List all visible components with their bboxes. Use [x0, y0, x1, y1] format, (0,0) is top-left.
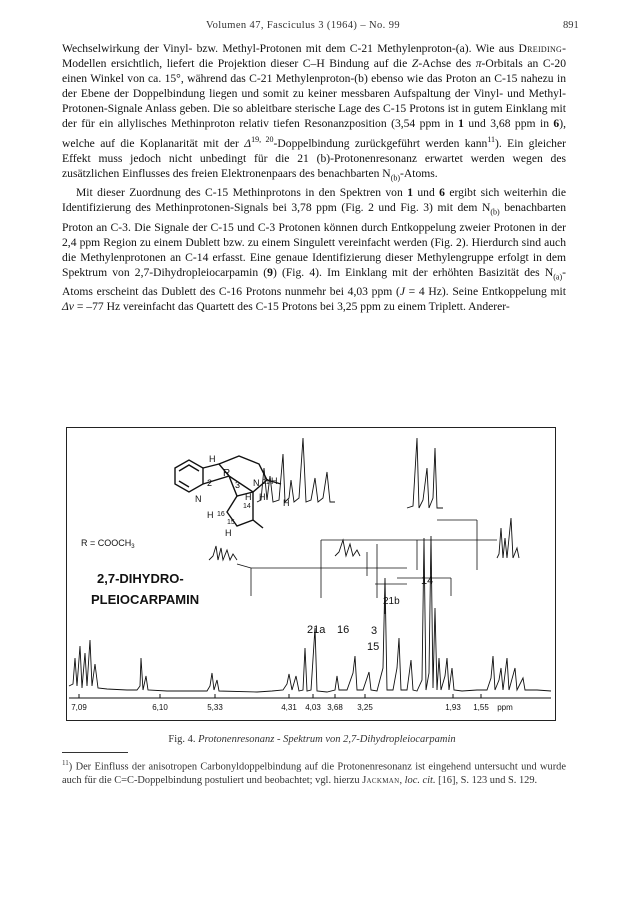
peak-labels — [307, 575, 433, 653]
inset-trace-center — [335, 540, 360, 556]
connector — [237, 564, 251, 568]
atom-number: 14 — [243, 503, 251, 510]
text-run: Mit dieser Zuordnung des C-15 Methinprotons in den Spektren von — [76, 186, 408, 200]
atom-number: 3 — [235, 480, 241, 490]
author-dreiding: Dreiding — [518, 42, 563, 55]
inset-trace-topright — [407, 438, 443, 508]
peak-label-15: 15 — [367, 641, 380, 653]
inset-trace-right — [497, 518, 519, 558]
atom-label: H — [259, 492, 266, 502]
compound-ref: 6 — [553, 117, 560, 131]
connector-lines — [237, 520, 497, 614]
text-run: ). Ein gleicher Effekt muss jedoch nicht unbedingt für die 21 (b)-Protonenresonanz erwartet werden wegen des zusätzlichen Einflusses des freien Elektronenpaars des benachbarten N — [62, 136, 566, 180]
text-run: benachbarten Proton an C-3. Die Signale der C-15 und C-3 Protonen können durch Entkoppelung zweier Protonen in der 2,4 ppm Region zu einem Dublett bzw. zu einem Singulett vereinfacht werden (Fig. 2). Hierdurch sind auch die Methylenprotonen an C-14 erfasst. Eine genaue Identifizierung dieser Methylengruppe erfolgt in dem Spektrum von 2,7-Dihydropleiocarpamin ( — [62, 201, 566, 279]
atom-number: 16 — [217, 511, 225, 518]
inset-trace-mid — [209, 546, 237, 560]
atom-label: H — [207, 510, 214, 520]
running-header — [0, 20, 624, 36]
compound-ref: 9 — [267, 265, 273, 279]
tick-label: 3,25 — [357, 703, 373, 712]
peak-label-21a: 21a — [307, 624, 326, 636]
superscript: 19, 20 — [251, 134, 274, 144]
ethylidene — [253, 520, 263, 528]
subscript: (a) — [553, 272, 563, 282]
text-run: π — [475, 57, 482, 71]
atom-label: N — [195, 494, 202, 504]
figure-caption — [0, 734, 624, 745]
atom-label: H — [209, 454, 216, 464]
atom-number: 15 — [227, 519, 235, 526]
inset-trace-top — [257, 438, 335, 502]
text-run: -Orbitals an C-20 einen Winkel von ca. 15°, während das C-21 Methylenproton-(b) ebenso wie das Proton an C-15 nahezu in der Ebene der Doppelbindung liegen und somit zu keiner messbaren Aufspaltung der Vinyl- und Methyl-Protonen-Signale Anlass geben. Die so ableitbare sterische Lage des C-15 Protons ist in gutem Einklang mit der für ein allylisches Methinproton relativ tiefen Resonanzposition (3,54 ppm in — [62, 57, 567, 131]
page-number: 891 — [563, 20, 579, 31]
text-run: J — [399, 285, 405, 299]
nmr-spectrum-svg — [67, 428, 555, 720]
atom-label: H — [225, 528, 232, 538]
footnote-ref: 11 — [487, 134, 496, 144]
atom-number: 21 — [262, 479, 270, 486]
tick-label: 7,09 — [71, 703, 87, 712]
peak-label-14: 14 — [421, 575, 434, 587]
tick-label: 4,31 — [281, 703, 297, 712]
nmr-spectrum-figure — [66, 427, 556, 721]
atom-label: R — [223, 468, 231, 479]
r-group-label: R = COOCH — [81, 538, 132, 548]
atom-label: H — [245, 492, 252, 502]
compound-name-line2: PLEIOCARPAMIN — [91, 592, 200, 607]
text-run: = –77 Hz vereinfacht das Quartett des C-15 Protons bei 3,25 ppm zu einem Triplett. Anderer- — [73, 300, 510, 314]
compound-name-line1: 2,7-DIHYDRO- — [97, 571, 184, 586]
paragraph-2 — [62, 185, 566, 314]
tick-label: 1,93 — [445, 703, 461, 712]
footnote-rule — [62, 752, 128, 753]
text-run: Wechselwirkung der Vinyl- bzw. Methyl-Protonen mit dem C-21 Methylenproton-(a). Wie aus — [62, 42, 519, 55]
caption-label: Fig. 4. — [168, 734, 196, 745]
atom-label: H — [271, 476, 278, 486]
tick-label: 4,03 — [305, 703, 321, 712]
atom-number: 2 — [207, 478, 213, 488]
text-run: ), welche auf die Koplanarität mit der — [62, 117, 566, 150]
author-jackman: Jackman — [362, 774, 400, 786]
axis-unit: ppm — [497, 703, 513, 712]
subscript: (b) — [490, 207, 500, 217]
text-run: , — [399, 774, 405, 786]
footnote — [62, 757, 566, 787]
subscript: (b) — [390, 172, 401, 182]
r-group-subscript: 3 — [131, 544, 135, 550]
text-run: -Achse des — [418, 57, 476, 71]
text-run: und — [412, 186, 440, 200]
peak-label-21b: 21b — [383, 596, 400, 607]
text-run: und 3,68 ppm in — [463, 117, 554, 131]
text-run: -Atoms erscheint das Dublett des C-16 Protons nunmehr bei 4,03 ppm ( — [62, 265, 566, 299]
text-run: Δν — [62, 300, 74, 314]
axis-tick-labels — [71, 703, 513, 712]
atom-label: H — [283, 498, 290, 508]
compound-ref: 1 — [458, 117, 464, 131]
footnote-number: 11 — [62, 759, 69, 767]
aromatic-bond — [179, 465, 199, 471]
text-run: ) (Fig. 4). Im Einklang mit der erhöhten Basizität des N — [272, 265, 554, 279]
aromatic-bond — [179, 481, 189, 487]
structure-labels — [81, 454, 290, 607]
compound-ref: 1 — [407, 186, 413, 200]
tick-label: 3,68 — [327, 703, 343, 712]
tick-label: 5,33 — [207, 703, 223, 712]
tick-label: 6,10 — [152, 703, 168, 712]
text-run: -Modellen ersichtlich, liefert die Projektion dieser C–H Bindung auf die — [62, 42, 566, 71]
peak-label-16: 16 — [337, 624, 350, 636]
journal-header: Volumen 47, Fasciculus 3 (1964) – No. 99 — [206, 20, 401, 31]
text-run: [16], S. 123 und S. 129. — [435, 774, 538, 786]
paragraph-1 — [62, 41, 566, 185]
body-text — [62, 41, 566, 314]
text-run: Z — [411, 57, 419, 71]
text-run: -Atoms. — [400, 166, 438, 180]
text-run: Δ — [244, 136, 252, 150]
text-run: ergibt sich weiterhin die Identifizierung des Methinprotonen-Signals bei 3,78 ppm (Fig. 2 und Fig. 3) mit dem N — [62, 186, 567, 215]
text-run: loc. cit. — [404, 774, 436, 786]
peak-label-3: 3 — [371, 625, 378, 637]
compound-ref: 6 — [439, 186, 445, 200]
text-run: ) Der Einfluss der anisotropen Carbonyldoppelbindung auf die Protonenresonanz ist eingehend untersucht und wurde auch für die C=C-Doppelbindung postuliert und beobachtet; vgl. hierzu — [62, 761, 566, 786]
ppm-axis — [69, 694, 551, 698]
spectrum-trace — [69, 536, 551, 692]
tick-label: 1,55 — [473, 703, 489, 712]
caption-text: Protonenresonanz - Spektrum von 2,7-Dihydropleiocarpamin — [198, 734, 456, 745]
svg-text:R = COOCH3 — [81, 538, 135, 550]
text-run: = 4 Hz). Seine Entkoppelung mit — [404, 285, 566, 299]
atom-label: N — [253, 478, 260, 488]
text-run: -Doppelbindung zurückgeführt werden kann — [273, 136, 488, 150]
